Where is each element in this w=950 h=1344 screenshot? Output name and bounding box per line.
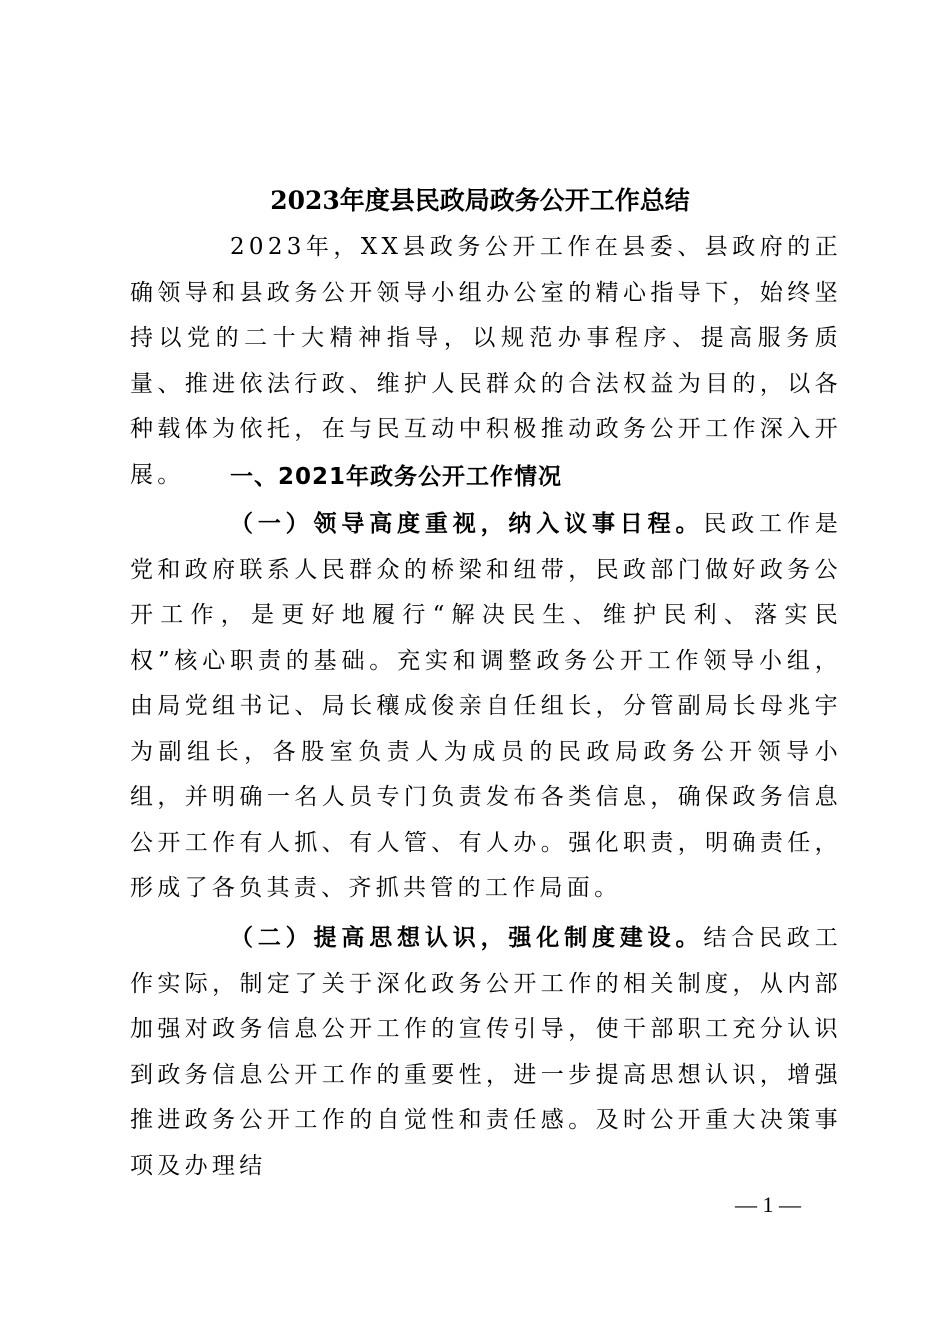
document-title: 2023年度县民政局政务公开工作总结 xyxy=(270,186,690,215)
section-item-1 xyxy=(130,501,842,912)
intro-paragraph: 2023年，XX县政务公开工作在县委、县政府的正确领导和县政务公开领导小组办公室的精心指导下，始终坚持以党的二十大精神指导，以规范办事程序、提高服务质量、推进依法行政、维护人民群众的合法权益为目的，以各种载体为依托，在与民互动中积极推动政务公开工作深入开展。 xyxy=(130,234,842,488)
section-item-1-body: 民政工作是党和政府联系人民群众的桥梁和纽带，民政部门做好政务公开工作，是更好地履行“解决民生、维护民利、落实民权”核心职责的基础。充实和调整政务公开工作领导小组，由局党组书记、局长穰成俊亲自任组长，分管副局长母兆宇为副组长，各股室负责人为成员的民政局政务公开领导小组，并明确一名人员专门负责发布各类信息，确保政务信息公开工作有人抓、有人管、有人办。强化职责，明确责任，形成了各负其责、齐抓共管的工作局面。 xyxy=(130,511,842,901)
section-item-2 xyxy=(130,915,842,1189)
section-item-2-lead: （二）提高思想认识，强化制度建设。 xyxy=(230,924,704,951)
section-heading: 一、2021年政务公开工作情况 xyxy=(230,464,563,490)
section-item-1-lead: （一）领导高度重视，纳入议事日程。 xyxy=(230,510,704,537)
section-item-2-body: 结合民政工作实际，制定了关于深化政务公开工作的相关制度，从内部加强对政务信息公开工作的宣传引导，使干部职工充分认识到政务信息公开工作的重要性，进一步提高思想认识，增强推进政务公开工作的自觉性和责任感。及时公开重大决策事项及办理结 xyxy=(130,925,842,1179)
page-number: — 1 — xyxy=(735,1192,801,1217)
